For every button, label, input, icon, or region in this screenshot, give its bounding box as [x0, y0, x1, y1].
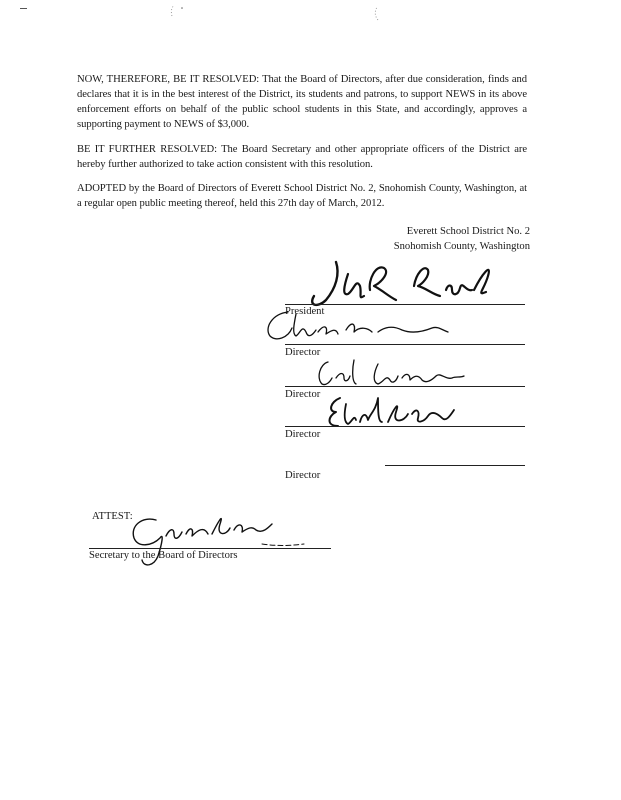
further-resolved-paragraph: BE IT FURTHER RESOLVED: The Board Secretary and other appropriate officers of the District are hereby further authorized to take action consistent with this resolution. [77, 143, 527, 170]
adopted-paragraph: ADOPTED by the Board of Directors of Everett School District No. 2, Snohomish County, Washington, at a regular open public meeting thereof, held this 27th day of March, 2012. [77, 182, 527, 209]
scan-artifact [20, 6, 30, 12]
secretary-label: Secretary to the Board of Directors [89, 550, 238, 561]
director-label-3: Director [285, 429, 321, 440]
director-signature-1 [262, 306, 462, 346]
district-name: Everett School District No. 2 [406, 226, 530, 237]
president-signature-line [285, 304, 525, 305]
director-label-4: Director [285, 470, 321, 481]
district-block [394, 224, 530, 254]
scan-artifact [168, 2, 188, 22]
director-signature-line-4 [385, 465, 525, 466]
resolved-paragraph: NOW, THEREFORE, BE IT RESOLVED: That the Board of Directors, after due consideration, finds and declares that it is in the best interest of the District, its students and patrons, to support NEWS in its above enforcement efforts on behalf of the public school students in this State, and accordingly, approves a supporting payment to NEWS of $3,000. [77, 73, 527, 131]
director-signature-line-1 [285, 344, 525, 345]
director-label-2: Director [285, 389, 321, 400]
president-label: President [285, 306, 325, 317]
director-label-1: Director [285, 347, 321, 358]
director-signature-line-2 [285, 386, 525, 387]
secretary-signature-line [89, 548, 331, 549]
district-county: Snohomish County, Washington [393, 241, 530, 252]
director-signature-2 [314, 354, 474, 390]
director-signature-line-3 [285, 426, 525, 427]
scan-artifact [368, 4, 388, 24]
attest-label: ATTEST: [92, 511, 133, 522]
